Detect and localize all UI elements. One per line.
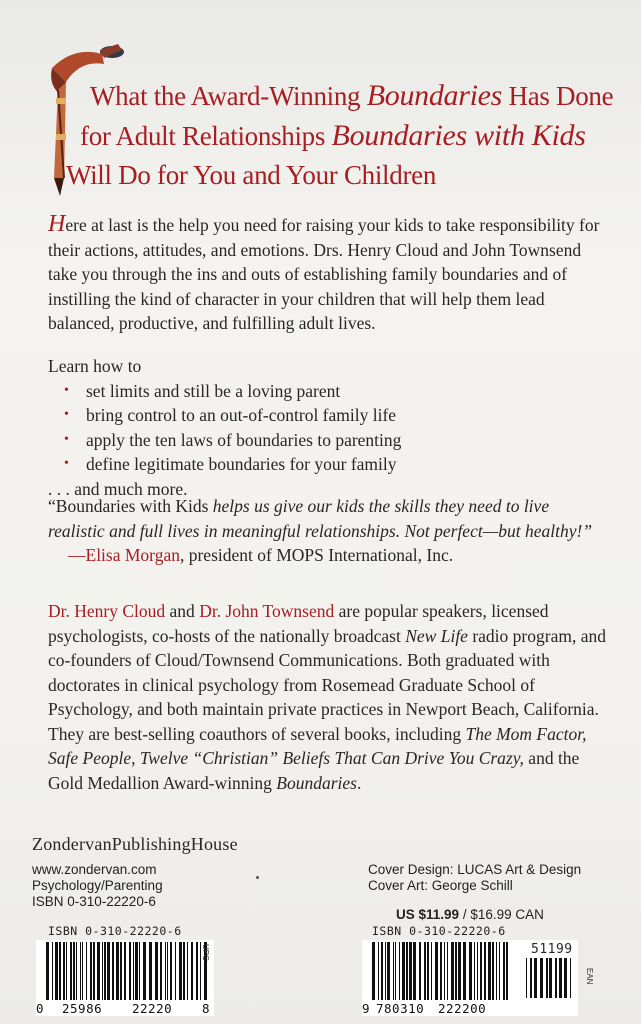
ean-right-digits: 222200 (438, 1001, 487, 1016)
barcode-bar (170, 942, 172, 1000)
headline-line3: Will Do for You and Your Children (66, 160, 437, 190)
barcode-bar (406, 942, 408, 1000)
addon-digits: 51199 (531, 942, 573, 957)
publisher-url[interactable]: www.zondervan.com (32, 862, 157, 877)
barcode-bar (372, 942, 375, 1000)
barcode-bar (424, 942, 426, 1000)
barcode-bar (104, 942, 106, 1000)
bio-award-book: Boundaries (276, 772, 357, 793)
barcode-bar (546, 958, 548, 998)
learn-list (48, 379, 608, 477)
barcode-bar (116, 942, 119, 1000)
barcode-bar (440, 942, 442, 1000)
barcode-bar (496, 942, 497, 1000)
bio-text-1: are popular speakers, licensed psychologists, co-hosts of the nationally broadcast (48, 601, 549, 646)
barcode-bar (435, 942, 438, 1000)
list-item-text: define legitimate boundaries for your family (86, 454, 397, 474)
barcode-bar (149, 942, 152, 1000)
list-item-text: bring control to an out-of-control family life (86, 405, 397, 425)
price (396, 907, 544, 922)
price-can: / $16.99 CAN (459, 907, 544, 922)
barcode-bar (447, 942, 448, 1000)
author-1: Dr. Henry Cloud (48, 601, 166, 621)
barcode-bar (385, 942, 386, 1000)
upc-first-digit: 0 (36, 1001, 45, 1016)
list-item (64, 428, 608, 453)
barcode-bar (419, 942, 421, 1000)
learn-lead: Learn how to (48, 356, 142, 376)
upc-last-digit: 8 (202, 1001, 211, 1016)
barcode-bar (179, 942, 182, 1000)
barcode-bar (46, 942, 49, 1000)
barcode-bar (86, 942, 87, 1000)
upc-left-digits: 25986 (62, 1001, 103, 1016)
barcode-bar (76, 942, 77, 1000)
barcode-bar (469, 942, 472, 1000)
publisher-category: Psychology/Parenting (32, 878, 163, 893)
barcode-bar (124, 942, 126, 1000)
barcode-bar (399, 942, 400, 1000)
print-speck (256, 876, 259, 879)
drop-cap: H (48, 211, 66, 237)
publisher-info (32, 862, 163, 910)
upc-bars (36, 940, 214, 1010)
list-item (64, 403, 608, 428)
barcode-bar (503, 942, 505, 1000)
ean-first-digit: 9 (362, 1001, 371, 1016)
barcode-bar (413, 942, 416, 1000)
quote-open: “Boundaries with Kids (48, 496, 213, 516)
barcode-bar (143, 942, 146, 1000)
barcode-bar (93, 942, 95, 1000)
barcode-bar (82, 942, 83, 1000)
barcode-bar (540, 958, 543, 998)
barcode-bar (167, 942, 168, 1000)
list-item-text: set limits and still be a loving parent (86, 380, 341, 401)
author-2: Dr. John Townsend (199, 601, 335, 621)
barcode-bar (120, 942, 122, 1000)
barcode-bar (80, 942, 81, 1000)
intro-text: ere at last is the help you need for raising your kids to take responsibility for their actions, attitudes, and emotions. Drs. Henry Cloud and John Townsend take you through the ins and outs of establishing family boundaries and of instilling the kind of character in your children that will help them lead balanced, productive, and fulfilling adult lives. (48, 215, 600, 333)
barcode-bar (378, 942, 379, 1000)
barcode-bar (129, 942, 131, 1000)
barcode-bar (196, 942, 198, 1000)
publisher-name: ZondervanPublishingHouse (32, 834, 238, 854)
barcode-bar (499, 942, 500, 1000)
barcode-bar (135, 942, 138, 1000)
upc-barcode (36, 940, 214, 1016)
ean-tag: EAN (585, 968, 594, 985)
bullet-icon: • (64, 382, 69, 398)
barcode-bar (112, 942, 114, 1000)
barcode-bar (393, 942, 394, 1000)
headline-boundaries: Boundaries (366, 79, 503, 112)
addon-barcode (518, 956, 578, 1014)
barcode-bar (477, 942, 478, 1000)
bullet-icon: • (64, 456, 69, 471)
intro-paragraph (48, 212, 608, 336)
barcode-bar (387, 942, 390, 1000)
price-us: US $11.99 (396, 907, 460, 922)
barcode-bar (160, 942, 162, 1000)
barcode-bar (165, 942, 166, 1000)
isbn-label-right: ISBN 0-310-22220-6 (372, 924, 506, 938)
barcode-bar (52, 942, 53, 1000)
upc-tag: UPC (201, 944, 210, 961)
barcode-bar (534, 958, 537, 998)
bio-and: and (165, 601, 200, 621)
barcode-bar (73, 942, 75, 1000)
barcode-bar (139, 942, 140, 1000)
headline-line1a: What the Award-Winning (90, 81, 367, 111)
barcode-bar (191, 942, 193, 1000)
barcode-bar (133, 942, 134, 1000)
list-item-text: apply the ten laws of boundaries to parenting (86, 429, 402, 450)
barcode-bar (451, 942, 454, 1000)
isbn-label-left: ISBN 0-310-22220-6 (48, 924, 182, 938)
barcode-bar (570, 958, 571, 998)
bullet-icon: • (64, 407, 69, 422)
quote-role: , president of MOPS International, Inc. (179, 545, 454, 565)
headline-line1c: Has Done (502, 81, 614, 111)
bio-text-4: . (357, 772, 362, 793)
bullet-icon: • (64, 431, 69, 447)
barcode-bar (506, 942, 508, 1000)
and-much-more: . . . and much more. (48, 478, 188, 499)
barcode-bar (488, 942, 491, 1000)
endorsement-quote (48, 494, 608, 568)
barcode-bar (458, 942, 461, 1000)
ean-bars (362, 940, 512, 1010)
barcode-bar (427, 942, 429, 1000)
quote-attribution (48, 543, 608, 568)
cover-credits (368, 862, 581, 894)
learn-section (48, 354, 608, 501)
publisher-isbn: ISBN 0-310-22220-6 (32, 894, 156, 909)
quote-dash: — (68, 545, 86, 565)
headline-boundaries-with-kids: Boundaries with Kids (331, 119, 586, 152)
barcode-bar (444, 942, 445, 1000)
barcode-bar (187, 942, 188, 1000)
barcode-bar (175, 942, 176, 1000)
barcode-bar (55, 942, 58, 1000)
barcode-bar (155, 942, 158, 1000)
bio-books: The Mom Factor, Safe People, Twelve “Christian” Beliefs That Can Drive You Crazy, (48, 723, 587, 768)
barcode-bar (183, 942, 185, 1000)
barcode-bar (409, 942, 412, 1000)
barcode-bar (480, 942, 482, 1000)
barcode-bar (492, 942, 494, 1000)
author-bio (48, 599, 608, 795)
barcode-bar (526, 958, 527, 998)
barcode-bar (66, 942, 67, 1000)
barcode-bar (463, 942, 466, 1000)
barcode-bar (70, 942, 72, 1000)
headline-line2a: for Adult Relationships (80, 121, 332, 151)
upc-right-digits: 22220 (132, 1001, 173, 1016)
barcode-bar (97, 942, 100, 1000)
list-item (64, 379, 608, 404)
barcode-bar (395, 942, 396, 1000)
barcode-bar (559, 958, 562, 998)
barcode-bar (63, 942, 65, 1000)
barcode-bar (431, 942, 432, 1000)
bio-text-2: radio program, and co-founders of Cloud/Townsend Communications. Both graduated with doctorates in clinical psychology from Rosemead Graduate School of Psychology, and both maintain private practices in Newport Beach, California. They are best-selling coauthors of several books, including (48, 625, 606, 744)
cover-design-credit: Cover Design: LUCAS Art & Design (368, 862, 582, 877)
barcode-bar (549, 958, 552, 998)
barcode-bar (90, 942, 92, 1000)
barcode-bar (484, 942, 486, 1000)
quote-author: Elisa Morgan (85, 545, 180, 565)
bio-text-3: and the Gold Medallion Award-winning (48, 748, 580, 793)
headline (66, 76, 626, 195)
barcode-bar (402, 942, 405, 1000)
quote-text: helps us give our kids the skills they need to live realistic and full lives in meaningful relationships. Not perfect—but healthy!” (48, 496, 593, 541)
barcode-bar (564, 958, 567, 998)
list-item (64, 452, 608, 477)
barcode-bar (107, 942, 110, 1000)
barcode-bar (455, 942, 457, 1000)
cover-art-credit: Cover Art: George Schill (368, 878, 513, 893)
barcode-bar (102, 942, 103, 1000)
bio-program: New Life (405, 625, 468, 646)
barcode-bar (59, 942, 61, 1000)
barcode-bar (474, 942, 475, 1000)
barcode-bar (555, 958, 557, 998)
barcode-bar (381, 942, 383, 1000)
ean-left-digits: 780310 (376, 1001, 425, 1016)
barcode-bar (530, 958, 532, 998)
